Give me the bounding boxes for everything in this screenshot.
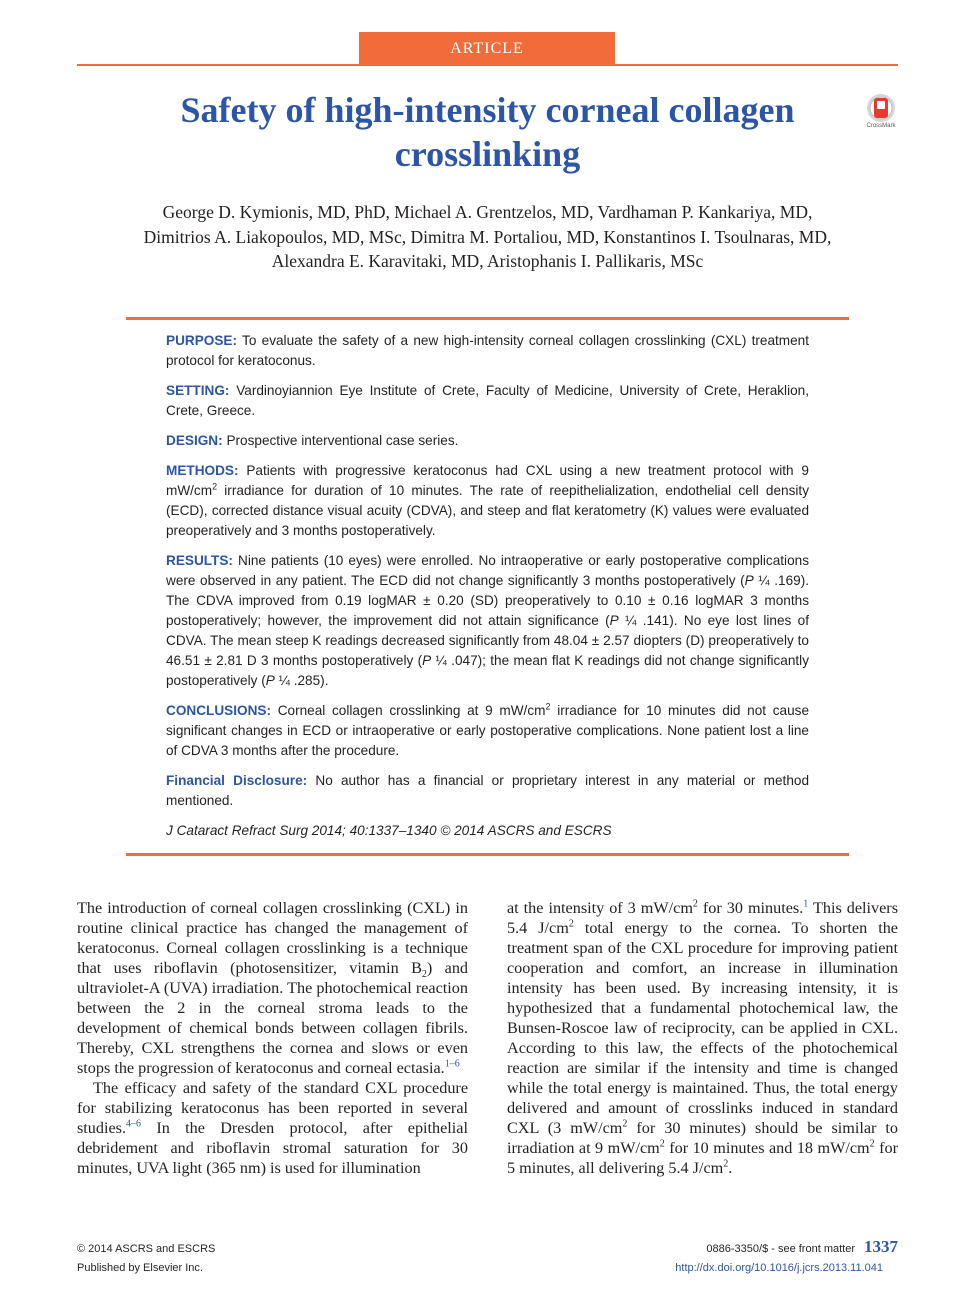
body-text: .: [728, 1159, 733, 1177]
conclusions-text: Corneal collagen crosslinking at 9 mW/cm: [277, 703, 546, 718]
purpose-text: To evaluate the safety of a new high-intensity corneal collagen crosslinking (CXL) treatment protocol for keratoconus.: [166, 333, 810, 368]
body-text: The efficacy and safety of the standard CXL procedure for stabilizing keratoconus has been reported in several studies.: [77, 1079, 468, 1137]
methods-text: irradiance for duration of 10 minutes. The rate of reepithelialization, endothelial cell density (ECD), corrected distance visual acuity (CDVA), and steep and flat keratometry (K) values were evaluated preoperatively and 3 months postoperatively.: [166, 483, 809, 538]
body-text: for 30 minutes) should be similar to irradiation at 9 mW/cm: [507, 1119, 898, 1157]
abstract: [166, 331, 809, 851]
superscript: 2: [622, 1118, 628, 1130]
p-symbol: P: [609, 613, 619, 628]
crossmark-label: CrossMark: [866, 123, 896, 129]
body-column-left: [77, 898, 468, 1178]
results-label: RESULTS:: [166, 553, 233, 568]
results-text: Nine patients (10 eyes) were enrolled. No intraoperative or early postoperative complications were observed in any patient. The ECD did not change significantly 3 months postoperatively (: [166, 553, 809, 588]
abstract-bottom-rule: [126, 853, 849, 856]
reference-link[interactable]: 1–6: [444, 1058, 460, 1070]
body-text: for 10 minutes and 18 mW/cm: [664, 1139, 870, 1157]
author-line: Dimitrios A. Liakopoulos, MD, MSc, Dimitra M. Portaliou, MD, Konstantinos I. Tsoulnaras, MD,: [143, 226, 832, 247]
footer-issn: 0886-3350/$ - see front matter: [706, 1243, 855, 1255]
superscript: 2: [212, 481, 218, 492]
abstract-conclusions: [166, 701, 809, 761]
superscript: 2: [869, 1138, 875, 1150]
body-text: total energy to the cornea. To shorten the treatment span of the CXL procedure for improving patient cooperation and comfort, an increase in illumination intensity has been used. By increasing intensity, it is hypothesized that a fundamental photochemical law, the Bunsen-Roscoe law of reciprocity, can be applied in CXL. According to this law, the effects of the photochemical reaction are similar if the intensity and time is changed while the total energy is maintained. Thus, the total energy delivered and amount of crosslinks induced in standard CXL (3 mW/cm: [507, 919, 898, 1137]
header-rule: [77, 64, 898, 66]
body-text: for 30 minutes.: [697, 899, 804, 917]
methods-text: Patients with progressive keratoconus had CXL using a new treatment protocol with 9 mW/cm: [166, 463, 809, 498]
superscript: 2: [568, 918, 574, 930]
results-text: ¼ .285).: [274, 673, 329, 688]
footer-copyright: © 2014 ASCRS and ESCRS: [77, 1243, 216, 1255]
abstract-design: [166, 431, 809, 451]
body-text: This delivers 5.4 J/cm: [507, 899, 898, 937]
abstract-methods: [166, 461, 809, 541]
setting-text: Vardinoyiannion Eye Institute of Crete, Faculty of Medicine, University of Crete, Heraklion, Crete, Greece.: [166, 383, 809, 418]
design-text: Prospective interventional case series.: [226, 433, 459, 448]
p-symbol: P: [422, 653, 432, 668]
conclusions-text: irradiance for 10 minutes did not cause significant changes in ECD or intraoperative or early postoperative complications. None patient lost a line of CDVA 3 months after the procedure.: [166, 703, 810, 758]
superscript: 2: [692, 898, 698, 910]
reference-link[interactable]: 4–6: [126, 1118, 142, 1130]
body-text: In the Dresden protocol, after epithelial debridement and riboflavin stromal saturation for 30 minutes, UVA light (365 nm) is used for illumination: [77, 1119, 468, 1177]
footer-publisher: Published by Elsevier Inc.: [77, 1262, 203, 1274]
author-line: Alexandra E. Karavitaki, MD, Aristophanis I. Pallikaris, MSc: [271, 251, 704, 271]
p-symbol: P: [265, 673, 275, 688]
conclusions-label: CONCLUSIONS:: [166, 703, 271, 718]
disclosure-text: No author has a financial or proprietary interest in any material or method mentioned.: [166, 773, 810, 808]
abstract-purpose: [166, 331, 809, 371]
article-type-tag: [359, 32, 615, 64]
results-text: ¼ .141). No eye lost lines of CDVA. The mean steep K readings decreased significantly from 48.04 ± 2.57 diopters (D) preoperatively to 46.51 ± 2.81 D 3 months postoperatively (: [166, 613, 809, 668]
abstract-results: [166, 551, 809, 691]
design-label: DESIGN:: [166, 433, 223, 448]
abstract-top-rule: [126, 317, 849, 320]
body-paragraph: [507, 898, 898, 1178]
doi-link[interactable]: http://dx.doi.org/10.1016/j.jcrs.2013.11.041: [675, 1262, 883, 1274]
body-paragraph: [77, 1078, 468, 1178]
article-type-label: ARTICLE: [450, 40, 524, 57]
reference-link[interactable]: 1: [803, 898, 809, 910]
subscript: 2: [421, 969, 427, 981]
p-symbol: P: [744, 573, 754, 588]
page-number: 1337: [864, 1237, 898, 1256]
setting-label: SETTING:: [166, 383, 230, 398]
superscript: 2: [723, 1158, 729, 1170]
superscript: 2: [545, 701, 551, 712]
abstract-setting: [166, 381, 809, 421]
author-list: [77, 200, 898, 274]
body-text: at the intensity of 3 mW/cm: [507, 899, 693, 917]
author-line: George D. Kymionis, MD, PhD, Michael A. Grentzelos, MD, Vardhaman P. Kankariya, MD,: [162, 202, 813, 222]
body-paragraph: [77, 898, 468, 1078]
results-text: ¼ .169). The CDVA improved from 0.19 logMAR ± 0.20 (SD) preoperatively to 0.10 ± 0.16 logMAR 3 months postoperatively; however, the improvement did not attain significance (: [166, 573, 809, 628]
body-text: The introduction of corneal collagen crosslinking (CXL) in routine clinical practice has changed the management of keratoconus. Corneal collagen crosslinking is a technique that uses riboflavin (photosensitizer, vitamin B: [77, 899, 468, 977]
purpose-label: PURPOSE:: [166, 333, 238, 348]
body-text: ) and ultraviolet-A (UVA) irradiation. The photochemical reaction between the 2 in the corneal stroma leads to the development of chemical bonds between collagen fibrils. Thereby, CXL strengthens the cornea and slows or even stops the progression of keratoconus and corneal ectasia.: [77, 959, 469, 1077]
methods-label: METHODS:: [166, 463, 239, 478]
body-text: for 5 minutes, all delivering 5.4 J/cm: [507, 1139, 898, 1177]
journal-citation: J Cataract Refract Surg 2014; 40:1337–1340 © 2014 ASCRS and ESCRS: [166, 823, 612, 838]
superscript: 2: [659, 1138, 665, 1150]
article-title: Safety of high-intensity corneal collagen crosslinking: [180, 90, 795, 174]
body-column-right: [507, 898, 898, 1178]
abstract-disclosure: [166, 771, 809, 811]
disclosure-label: Financial Disclosure:: [166, 773, 308, 788]
results-text: ¼ .047); the mean flat K readings did not change significantly postoperatively (: [166, 653, 809, 688]
